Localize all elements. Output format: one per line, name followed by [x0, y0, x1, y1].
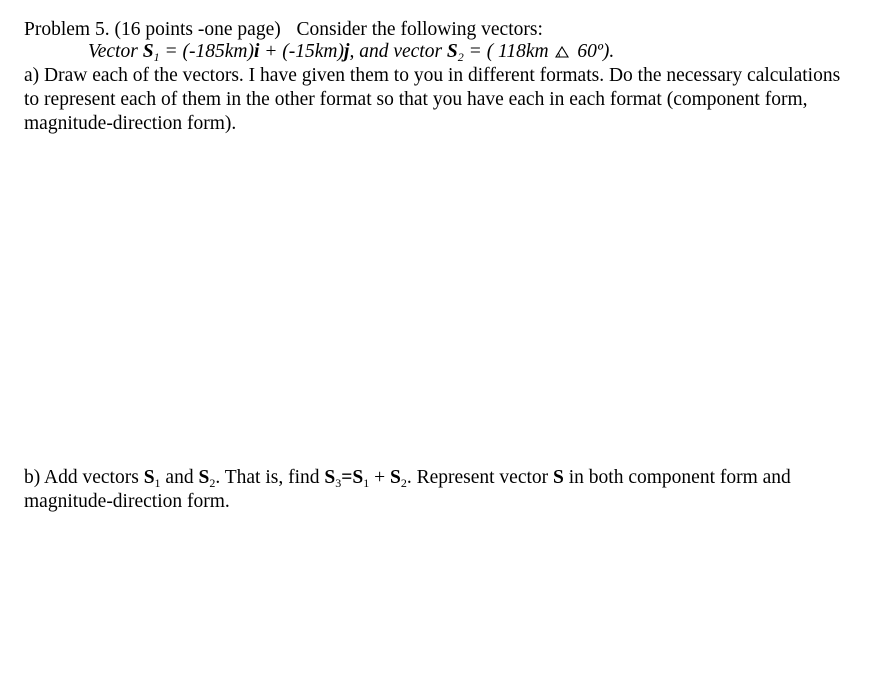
part-b-s3-subscript: 3: [335, 476, 342, 490]
part-a-line-2: to represent each of them in the other format so that you have each in each format (component form,: [24, 89, 808, 110]
part-b-suffix: in both component form and: [563, 467, 791, 488]
vector-label: Vector: [88, 41, 138, 62]
vector-s1-symbol: S: [142, 41, 154, 62]
vector-definition-line: [88, 40, 614, 64]
vector-s1-x-component: = (-185km): [159, 41, 254, 62]
part-a-line-3: magnitude-direction form).: [24, 113, 237, 134]
part-b-s2-symbol: S: [198, 467, 210, 488]
vector-s2-symbol: S: [446, 41, 458, 62]
part-b-s2-sum-symbol: S: [389, 467, 401, 488]
part-b-s2-sum-subscript: 2: [400, 476, 407, 490]
part-b-s-symbol: S: [553, 467, 564, 488]
part-b-s2-subscript: 2: [209, 476, 216, 490]
part-b-line-2: magnitude-direction form.: [24, 491, 230, 512]
vector-s1-subscript: 1: [153, 50, 160, 64]
problem-number: Problem 5.: [24, 19, 110, 40]
vector-s2-angle: 60º).: [577, 41, 615, 62]
and-vector-text: , and vector: [349, 41, 447, 62]
part-b-s3-symbol: S: [324, 467, 336, 488]
problem-points: (16 points -one page): [114, 19, 281, 40]
part-b-prefix: b) Add vectors: [24, 467, 144, 488]
part-a-line-1: a) Draw each of the vectors. I have given them to you in different formats. Do the necessary calculations: [24, 65, 841, 86]
part-b-and: and: [160, 467, 199, 488]
vector-s2-subscript: 2: [457, 50, 464, 64]
part-b-line-1: [24, 466, 791, 490]
part-b-s1-sum-symbol: S: [352, 467, 364, 488]
vector-s2-magnitude: = ( 118km: [463, 41, 549, 62]
part-b-s1-subscript: 1: [154, 476, 161, 490]
problem-header-line: [24, 18, 543, 42]
part-b-s1-symbol: S: [143, 467, 155, 488]
part-b-s1-sum-subscript: 1: [363, 476, 370, 490]
part-b-plus: +: [369, 467, 390, 488]
part-b-that-is: . That is, find: [215, 467, 325, 488]
part-b-represent: . Represent vector: [406, 467, 554, 488]
angle-icon: [555, 46, 570, 58]
problem-intro: Consider the following vectors:: [296, 19, 543, 40]
unit-vector-j: j: [344, 41, 350, 62]
part-b-equals: =: [341, 467, 353, 488]
unit-vector-i: i: [253, 41, 260, 62]
vector-s1-y-component: + (-15km): [259, 41, 345, 62]
